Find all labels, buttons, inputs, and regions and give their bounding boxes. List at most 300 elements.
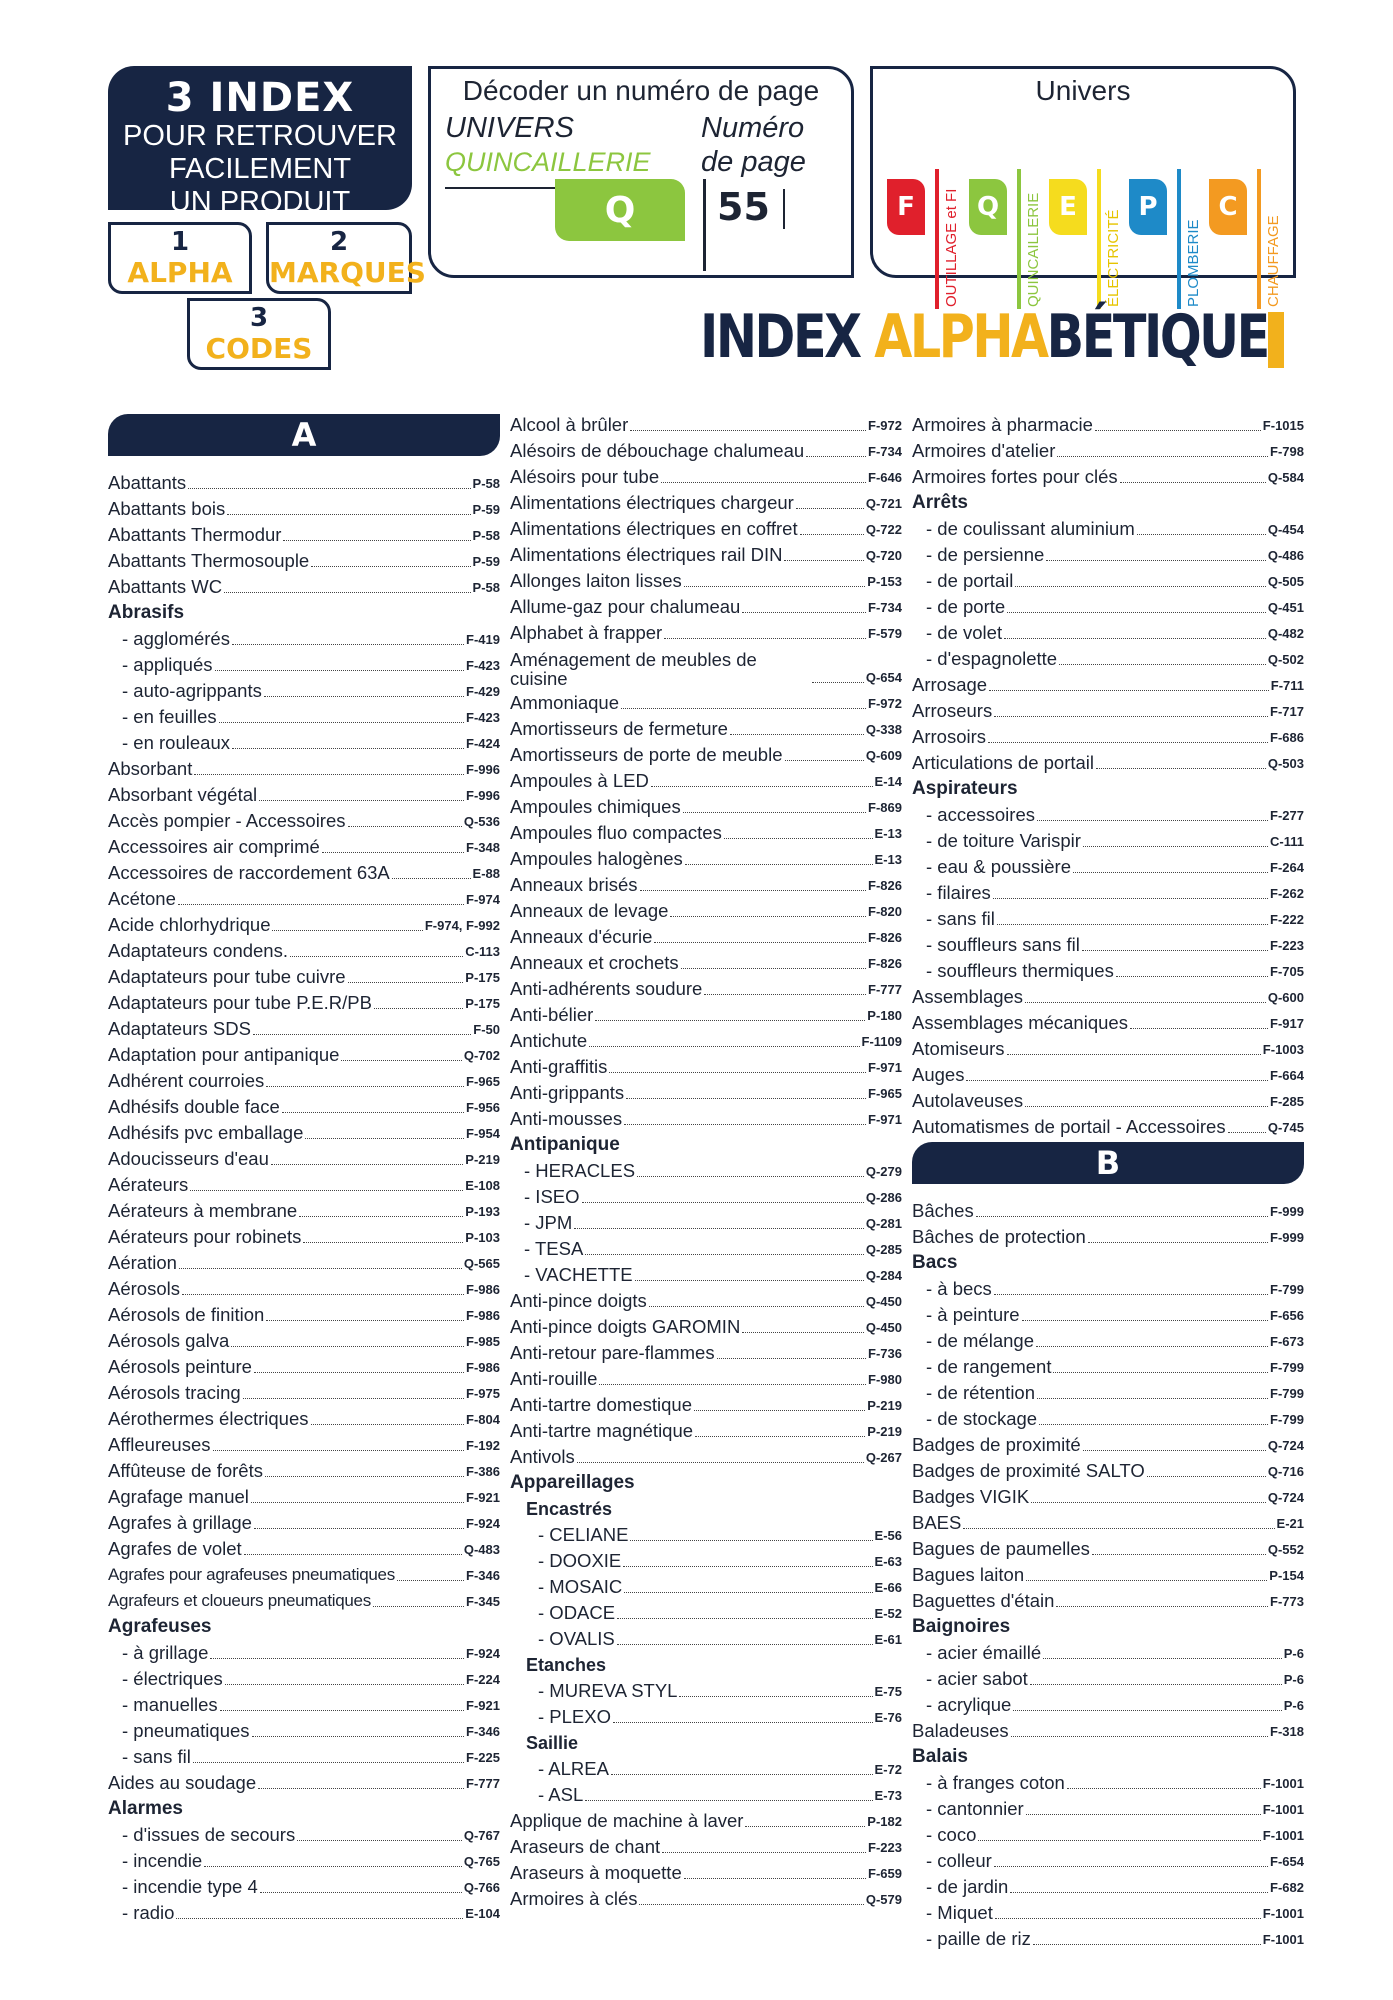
index-entry[interactable] xyxy=(108,780,500,806)
index-page-ref[interactable]: F-711 xyxy=(1270,678,1304,693)
index-entry[interactable] xyxy=(510,1416,902,1442)
index-entry[interactable] xyxy=(108,1040,500,1066)
index-page-ref[interactable]: P-175 xyxy=(465,996,500,1011)
index-entry[interactable] xyxy=(912,514,1304,540)
index-page-ref[interactable]: P-193 xyxy=(465,1204,500,1219)
index-page-ref[interactable]: F-972 xyxy=(868,418,902,433)
index-entry[interactable] xyxy=(510,1520,902,1546)
index-entry[interactable] xyxy=(510,1702,902,1728)
index-page-ref[interactable]: E-72 xyxy=(874,1762,902,1777)
index-page-ref[interactable]: Q-579 xyxy=(865,1892,902,1907)
index-entry[interactable] xyxy=(912,1378,1304,1404)
index-entry[interactable] xyxy=(108,1846,500,1872)
index-entry[interactable] xyxy=(912,1112,1304,1138)
index-page-ref[interactable]: P-219 xyxy=(867,1424,902,1439)
index-page-ref[interactable]: F-954 xyxy=(466,1126,500,1141)
index-page-ref[interactable]: F-346 xyxy=(466,1724,500,1739)
index-page-ref[interactable]: P-103 xyxy=(465,1230,500,1245)
index-page-ref[interactable]: F-972 xyxy=(868,696,902,711)
index-page-ref[interactable]: Q-724 xyxy=(1267,1490,1304,1505)
index-page-ref[interactable]: F-1001 xyxy=(1262,1906,1304,1921)
index-page-ref[interactable]: P-180 xyxy=(867,1008,902,1023)
index-entry[interactable] xyxy=(108,1716,500,1742)
index-page-ref[interactable]: F-1109 xyxy=(861,1034,902,1049)
index-entry[interactable] xyxy=(108,702,500,728)
index-entry[interactable] xyxy=(108,494,500,520)
index-entry[interactable] xyxy=(912,904,1304,930)
index-page-ref[interactable]: F-826 xyxy=(868,878,902,893)
index-entry[interactable] xyxy=(912,1846,1304,1872)
index-page-ref[interactable]: F-424 xyxy=(466,736,500,751)
index-entry[interactable] xyxy=(510,1832,902,1858)
index-page-ref[interactable]: F-225 xyxy=(466,1750,500,1765)
index-entry[interactable] xyxy=(912,982,1304,1008)
index-entry[interactable] xyxy=(510,1000,902,1026)
index-page-ref[interactable]: E-104 xyxy=(465,1906,500,1921)
index-entry[interactable] xyxy=(510,1572,902,1598)
index-entry[interactable] xyxy=(912,1716,1304,1742)
index-page-ref[interactable]: Q-502 xyxy=(1267,652,1304,667)
index-entry[interactable] xyxy=(510,1208,902,1234)
index-page-ref[interactable]: E-61 xyxy=(874,1632,902,1647)
index-page-ref[interactable]: F-224 xyxy=(466,1672,500,1687)
index-page-ref[interactable]: Q-285 xyxy=(865,1242,902,1257)
index-page-ref[interactable]: Q-609 xyxy=(865,748,902,763)
index-entry[interactable] xyxy=(912,592,1304,618)
index-page-ref[interactable]: E-14 xyxy=(874,774,902,789)
index-entry[interactable] xyxy=(912,1690,1304,1716)
index-page-ref[interactable]: Q-482 xyxy=(1267,626,1304,641)
index-entry[interactable] xyxy=(510,1026,902,1052)
index-entry[interactable] xyxy=(108,1872,500,1898)
index-entry[interactable] xyxy=(108,1820,500,1846)
index-page-ref[interactable]: P-59 xyxy=(472,554,500,569)
index-page-ref[interactable]: F-664 xyxy=(1270,1068,1304,1083)
index-page-ref[interactable]: Q-766 xyxy=(463,1880,500,1895)
index-entry[interactable] xyxy=(108,1456,500,1482)
index-page-ref[interactable]: E-63 xyxy=(874,1554,902,1569)
index-page-ref[interactable]: F-799 xyxy=(1270,1360,1304,1375)
index-page-ref[interactable]: F-734 xyxy=(868,444,902,459)
index-page-ref[interactable]: F-974 xyxy=(466,892,500,907)
index-entry[interactable] xyxy=(510,1780,902,1806)
index-page-ref[interactable]: Q-451 xyxy=(1267,600,1304,615)
index-page-ref[interactable]: F-971 xyxy=(868,1112,902,1127)
index-page-ref[interactable]: Q-454 xyxy=(1267,522,1304,537)
index-entry[interactable] xyxy=(510,1182,902,1208)
index-entry[interactable] xyxy=(510,844,902,870)
index-page-ref[interactable]: P-153 xyxy=(867,574,902,589)
index-entry[interactable] xyxy=(108,1066,500,1092)
index-page-ref[interactable]: F-1001 xyxy=(1262,1828,1304,1843)
index-entry[interactable] xyxy=(510,1442,902,1468)
index-entry[interactable] xyxy=(912,800,1304,826)
index-entry[interactable] xyxy=(912,826,1304,852)
index-entry[interactable] xyxy=(108,1300,500,1326)
index-page-ref[interactable]: F-429 xyxy=(466,684,500,699)
index-entry[interactable] xyxy=(912,1086,1304,1112)
index-page-ref[interactable]: F-419 xyxy=(466,632,500,647)
index-page-ref[interactable]: Q-716 xyxy=(1267,1464,1304,1479)
index-entry[interactable] xyxy=(912,1008,1304,1034)
index-page-ref[interactable]: P-219 xyxy=(465,1152,500,1167)
index-page-ref[interactable]: Q-281 xyxy=(865,1216,902,1231)
index-entry[interactable] xyxy=(912,1222,1304,1248)
index-page-ref[interactable]: F-659 xyxy=(868,1866,902,1881)
index-page-ref[interactable]: Q-286 xyxy=(865,1190,902,1205)
index-entry[interactable] xyxy=(108,1664,500,1690)
index-page-ref[interactable]: F-999 xyxy=(1270,1230,1304,1245)
index-entry[interactable] xyxy=(912,1560,1304,1586)
index-entry[interactable] xyxy=(510,1078,902,1104)
index-page-ref[interactable]: F-682 xyxy=(1270,1880,1304,1895)
index-entry[interactable] xyxy=(108,728,500,754)
index-entry[interactable] xyxy=(108,1560,500,1586)
index-page-ref[interactable]: F-1015 xyxy=(1262,418,1304,433)
index-page-ref[interactable]: E-13 xyxy=(874,826,902,841)
index-entry[interactable] xyxy=(912,1664,1304,1690)
index-entry[interactable] xyxy=(108,936,500,962)
index-entry[interactable] xyxy=(510,618,902,644)
index-entry[interactable] xyxy=(912,1430,1304,1456)
index-entry[interactable] xyxy=(510,1338,902,1364)
index-page-ref[interactable]: E-56 xyxy=(874,1528,902,1543)
index-page-ref[interactable]: Q-765 xyxy=(463,1854,500,1869)
index-page-ref[interactable]: F-799 xyxy=(1270,1412,1304,1427)
index-entry[interactable] xyxy=(912,462,1304,488)
index-page-ref[interactable]: Q-486 xyxy=(1267,548,1304,563)
index-page-ref[interactable]: Q-483 xyxy=(463,1542,500,1557)
index-entry[interactable] xyxy=(912,1534,1304,1560)
index-entry[interactable] xyxy=(108,910,500,936)
index-page-ref[interactable]: F-734 xyxy=(868,600,902,615)
index-page-ref[interactable]: F-820 xyxy=(868,904,902,919)
index-page-ref[interactable]: E-52 xyxy=(874,1606,902,1621)
index-page-ref[interactable]: F-921 xyxy=(466,1698,500,1713)
index-entry[interactable] xyxy=(912,1482,1304,1508)
index-page-ref[interactable]: Q-338 xyxy=(865,722,902,737)
index-page-ref[interactable]: E-66 xyxy=(874,1580,902,1595)
index-entry[interactable] xyxy=(108,676,500,702)
index-page-ref[interactable]: F-804 xyxy=(466,1412,500,1427)
index-entry[interactable] xyxy=(912,956,1304,982)
index-page-ref[interactable]: F-192 xyxy=(466,1438,500,1453)
index-entry[interactable] xyxy=(108,1378,500,1404)
index-entry[interactable] xyxy=(108,1404,500,1430)
index-page-ref[interactable]: F-956 xyxy=(466,1100,500,1115)
index-entry[interactable] xyxy=(510,488,902,514)
index-page-ref[interactable]: Q-654 xyxy=(865,670,902,685)
index-entry[interactable] xyxy=(108,962,500,988)
index-entry[interactable] xyxy=(912,1898,1304,1924)
index-page-ref[interactable]: F-924 xyxy=(466,1646,500,1661)
index-page-ref[interactable]: F-869 xyxy=(868,800,902,815)
index-entry[interactable] xyxy=(510,644,902,688)
index-page-ref[interactable]: Q-722 xyxy=(865,522,902,537)
index-page-ref[interactable]: Q-503 xyxy=(1267,756,1304,771)
index-entry[interactable] xyxy=(510,1286,902,1312)
index-entry[interactable] xyxy=(510,566,902,592)
index-page-ref[interactable]: F-826 xyxy=(868,956,902,971)
index-entry[interactable] xyxy=(912,670,1304,696)
index-entry[interactable] xyxy=(108,1144,500,1170)
index-entry[interactable] xyxy=(108,754,500,780)
index-entry[interactable] xyxy=(108,1586,500,1612)
index-entry[interactable] xyxy=(912,1352,1304,1378)
index-entry[interactable] xyxy=(510,948,902,974)
index-entry[interactable] xyxy=(510,1104,902,1130)
index-page-ref[interactable]: F-423 xyxy=(466,710,500,725)
index-page-ref[interactable]: F-1001 xyxy=(1262,1776,1304,1791)
index-entry[interactable] xyxy=(510,1364,902,1390)
index-entry[interactable] xyxy=(108,1222,500,1248)
index-entry[interactable] xyxy=(510,1052,902,1078)
index-entry[interactable] xyxy=(912,1034,1304,1060)
index-entry[interactable] xyxy=(510,1806,902,1832)
index-page-ref[interactable]: Q-284 xyxy=(865,1268,902,1283)
index-page-ref[interactable]: F-974, F-992 xyxy=(424,918,500,933)
index-page-ref[interactable]: F-423 xyxy=(466,658,500,673)
index-entry[interactable] xyxy=(912,618,1304,644)
index-entry[interactable] xyxy=(108,1508,500,1534)
index-entry[interactable] xyxy=(108,624,500,650)
index-entry[interactable] xyxy=(912,1300,1304,1326)
index-entry[interactable] xyxy=(912,1924,1304,1950)
index-page-ref[interactable]: E-88 xyxy=(472,866,500,881)
index-entry[interactable] xyxy=(912,1794,1304,1820)
index-page-ref[interactable]: F-386 xyxy=(466,1464,500,1479)
index-entry[interactable] xyxy=(108,1768,500,1794)
index-page-ref[interactable]: P-58 xyxy=(472,476,500,491)
index-entry[interactable] xyxy=(108,1326,500,1352)
index-entry[interactable] xyxy=(510,1234,902,1260)
index-entry[interactable] xyxy=(510,1754,902,1780)
index-entry[interactable] xyxy=(912,1508,1304,1534)
index-entry[interactable] xyxy=(510,974,902,1000)
index-page-ref[interactable]: Q-584 xyxy=(1267,470,1304,485)
index-page-ref[interactable]: E-76 xyxy=(874,1710,902,1725)
index-page-ref[interactable]: F-223 xyxy=(868,1840,902,1855)
index-page-ref[interactable]: E-21 xyxy=(1276,1516,1304,1531)
index-page-ref[interactable]: F-579 xyxy=(868,626,902,641)
index-entry[interactable] xyxy=(510,1624,902,1650)
index-entry[interactable] xyxy=(108,1482,500,1508)
index-entry[interactable] xyxy=(510,540,902,566)
index-page-ref[interactable]: F-223 xyxy=(1270,938,1304,953)
index-entry[interactable] xyxy=(108,1014,500,1040)
index-page-ref[interactable]: F-717 xyxy=(1270,704,1304,719)
index-entry[interactable] xyxy=(912,878,1304,904)
index-page-ref[interactable]: F-277 xyxy=(1270,808,1304,823)
index-page-ref[interactable]: Q-505 xyxy=(1267,574,1304,589)
index-page-ref[interactable]: F-1001 xyxy=(1262,1802,1304,1817)
index-entry[interactable] xyxy=(912,852,1304,878)
index-entry[interactable] xyxy=(912,644,1304,670)
index-entry[interactable] xyxy=(510,462,902,488)
index-page-ref[interactable]: Q-600 xyxy=(1267,990,1304,1005)
index-entry[interactable] xyxy=(510,818,902,844)
index-page-ref[interactable]: F-773 xyxy=(1270,1594,1304,1609)
index-entry[interactable] xyxy=(510,1858,902,1884)
index-entry[interactable] xyxy=(510,1390,902,1416)
index-entry[interactable] xyxy=(108,1196,500,1222)
index-entry[interactable] xyxy=(108,1352,500,1378)
index-page-ref[interactable]: E-13 xyxy=(874,852,902,867)
index-entry[interactable] xyxy=(912,1404,1304,1430)
index-page-ref[interactable]: F-673 xyxy=(1270,1334,1304,1349)
index-entry[interactable] xyxy=(108,1248,500,1274)
index-page-ref[interactable]: F-965 xyxy=(466,1074,500,1089)
index-page-ref[interactable]: Q-745 xyxy=(1267,1120,1304,1135)
index-entry[interactable] xyxy=(912,1820,1304,1846)
index-page-ref[interactable]: P-6 xyxy=(1283,1698,1304,1713)
index-entry[interactable] xyxy=(912,1326,1304,1352)
index-page-ref[interactable]: F-921 xyxy=(466,1490,500,1505)
index-page-ref[interactable]: P-182 xyxy=(867,1814,902,1829)
index-page-ref[interactable]: F-1003 xyxy=(1262,1042,1304,1057)
index-page-ref[interactable]: F-654 xyxy=(1270,1854,1304,1869)
index-page-ref[interactable]: Q-565 xyxy=(463,1256,500,1271)
index-entry[interactable] xyxy=(510,1260,902,1286)
index-entry[interactable] xyxy=(912,1196,1304,1222)
tab-alpha[interactable] xyxy=(108,222,252,294)
index-entry[interactable] xyxy=(510,1156,902,1182)
index-page-ref[interactable]: Q-450 xyxy=(865,1320,902,1335)
index-page-ref[interactable]: P-154 xyxy=(1269,1568,1304,1583)
index-entry[interactable] xyxy=(510,740,902,766)
index-page-ref[interactable]: P-58 xyxy=(472,528,500,543)
index-entry[interactable] xyxy=(510,592,902,618)
index-entry[interactable] xyxy=(108,650,500,676)
index-entry[interactable] xyxy=(510,1884,902,1910)
index-page-ref[interactable]: E-75 xyxy=(874,1684,902,1699)
tab-marques[interactable] xyxy=(266,222,426,294)
index-entry[interactable] xyxy=(912,1274,1304,1300)
index-page-ref[interactable]: F-1001 xyxy=(1262,1932,1304,1947)
index-entry[interactable] xyxy=(912,930,1304,956)
index-page-ref[interactable]: F-986 xyxy=(466,1282,500,1297)
index-page-ref[interactable]: Q-267 xyxy=(865,1450,902,1465)
index-page-ref[interactable]: Q-767 xyxy=(463,1828,500,1843)
index-page-ref[interactable]: F-646 xyxy=(868,470,902,485)
index-entry[interactable] xyxy=(912,722,1304,748)
index-entry[interactable] xyxy=(510,688,902,714)
index-page-ref[interactable]: C-113 xyxy=(465,944,500,959)
index-page-ref[interactable]: F-985 xyxy=(466,1334,500,1349)
index-page-ref[interactable]: F-975 xyxy=(466,1386,500,1401)
index-page-ref[interactable]: F-924 xyxy=(466,1516,500,1531)
index-page-ref[interactable]: F-656 xyxy=(1270,1308,1304,1323)
index-entry[interactable] xyxy=(108,468,500,494)
index-page-ref[interactable]: Q-724 xyxy=(1267,1438,1304,1453)
index-entry[interactable] xyxy=(108,1430,500,1456)
index-page-ref[interactable]: Q-450 xyxy=(865,1294,902,1309)
index-page-ref[interactable]: Q-536 xyxy=(463,814,500,829)
index-page-ref[interactable]: Q-279 xyxy=(865,1164,902,1179)
index-entry[interactable] xyxy=(108,1690,500,1716)
index-page-ref[interactable]: F-980 xyxy=(868,1372,902,1387)
index-page-ref[interactable]: Q-702 xyxy=(463,1048,500,1063)
tab-codes[interactable] xyxy=(187,298,331,370)
index-page-ref[interactable]: E-73 xyxy=(874,1788,902,1803)
index-entry[interactable] xyxy=(912,1872,1304,1898)
index-page-ref[interactable]: P-175 xyxy=(465,970,500,985)
index-page-ref[interactable]: F-348 xyxy=(466,840,500,855)
index-entry[interactable] xyxy=(108,858,500,884)
index-page-ref[interactable]: F-798 xyxy=(1270,444,1304,459)
index-entry[interactable] xyxy=(108,1742,500,1768)
index-entry[interactable] xyxy=(912,748,1304,774)
index-page-ref[interactable]: E-108 xyxy=(465,1178,500,1193)
index-page-ref[interactable]: Q-552 xyxy=(1267,1542,1304,1557)
index-entry[interactable] xyxy=(510,896,902,922)
index-page-ref[interactable]: F-996 xyxy=(466,788,500,803)
index-page-ref[interactable]: F-345 xyxy=(466,1594,500,1609)
index-page-ref[interactable]: Q-720 xyxy=(865,548,902,563)
index-page-ref[interactable]: F-799 xyxy=(1270,1282,1304,1297)
index-entry[interactable] xyxy=(510,922,902,948)
index-entry[interactable] xyxy=(912,436,1304,462)
index-page-ref[interactable]: F-996 xyxy=(466,762,500,777)
index-page-ref[interactable]: F-705 xyxy=(1270,964,1304,979)
index-entry[interactable] xyxy=(912,1060,1304,1086)
index-entry[interactable] xyxy=(912,540,1304,566)
index-page-ref[interactable]: F-917 xyxy=(1270,1016,1304,1031)
index-page-ref[interactable]: F-222 xyxy=(1270,912,1304,927)
index-entry[interactable] xyxy=(510,514,902,540)
index-entry[interactable] xyxy=(510,1546,902,1572)
index-entry[interactable] xyxy=(912,1456,1304,1482)
index-page-ref[interactable]: F-986 xyxy=(466,1360,500,1375)
index-page-ref[interactable]: F-986 xyxy=(466,1308,500,1323)
index-entry[interactable] xyxy=(108,1534,500,1560)
index-page-ref[interactable]: F-346 xyxy=(466,1568,500,1583)
index-entry[interactable] xyxy=(108,884,500,910)
index-entry[interactable] xyxy=(912,566,1304,592)
index-entry[interactable] xyxy=(912,1638,1304,1664)
index-page-ref[interactable]: F-777 xyxy=(466,1776,500,1791)
index-entry[interactable] xyxy=(912,1586,1304,1612)
index-page-ref[interactable]: F-50 xyxy=(473,1022,500,1037)
index-page-ref[interactable]: Q-721 xyxy=(865,496,902,511)
index-page-ref[interactable]: F-285 xyxy=(1270,1094,1304,1109)
index-entry[interactable] xyxy=(912,1768,1304,1794)
index-entry[interactable] xyxy=(510,766,902,792)
index-entry[interactable] xyxy=(108,988,500,1014)
index-page-ref[interactable]: C-111 xyxy=(1270,834,1304,849)
index-entry[interactable] xyxy=(510,792,902,818)
index-entry[interactable] xyxy=(912,696,1304,722)
index-entry[interactable] xyxy=(510,1676,902,1702)
index-page-ref[interactable]: P-219 xyxy=(867,1398,902,1413)
index-entry[interactable] xyxy=(510,410,902,436)
index-entry[interactable] xyxy=(108,832,500,858)
index-page-ref[interactable]: F-799 xyxy=(1270,1386,1304,1401)
index-entry[interactable] xyxy=(108,1898,500,1924)
index-page-ref[interactable]: P-59 xyxy=(472,502,500,517)
index-entry[interactable] xyxy=(108,1170,500,1196)
index-page-ref[interactable]: F-777 xyxy=(868,982,902,997)
index-page-ref[interactable]: F-971 xyxy=(868,1060,902,1075)
index-entry[interactable] xyxy=(108,1118,500,1144)
index-page-ref[interactable]: P-6 xyxy=(1283,1672,1304,1687)
index-entry[interactable] xyxy=(108,520,500,546)
index-page-ref[interactable]: F-736 xyxy=(868,1346,902,1361)
index-entry[interactable] xyxy=(108,806,500,832)
index-page-ref[interactable]: P-58 xyxy=(472,580,500,595)
index-entry[interactable] xyxy=(108,1092,500,1118)
index-page-ref[interactable]: F-262 xyxy=(1270,886,1304,901)
